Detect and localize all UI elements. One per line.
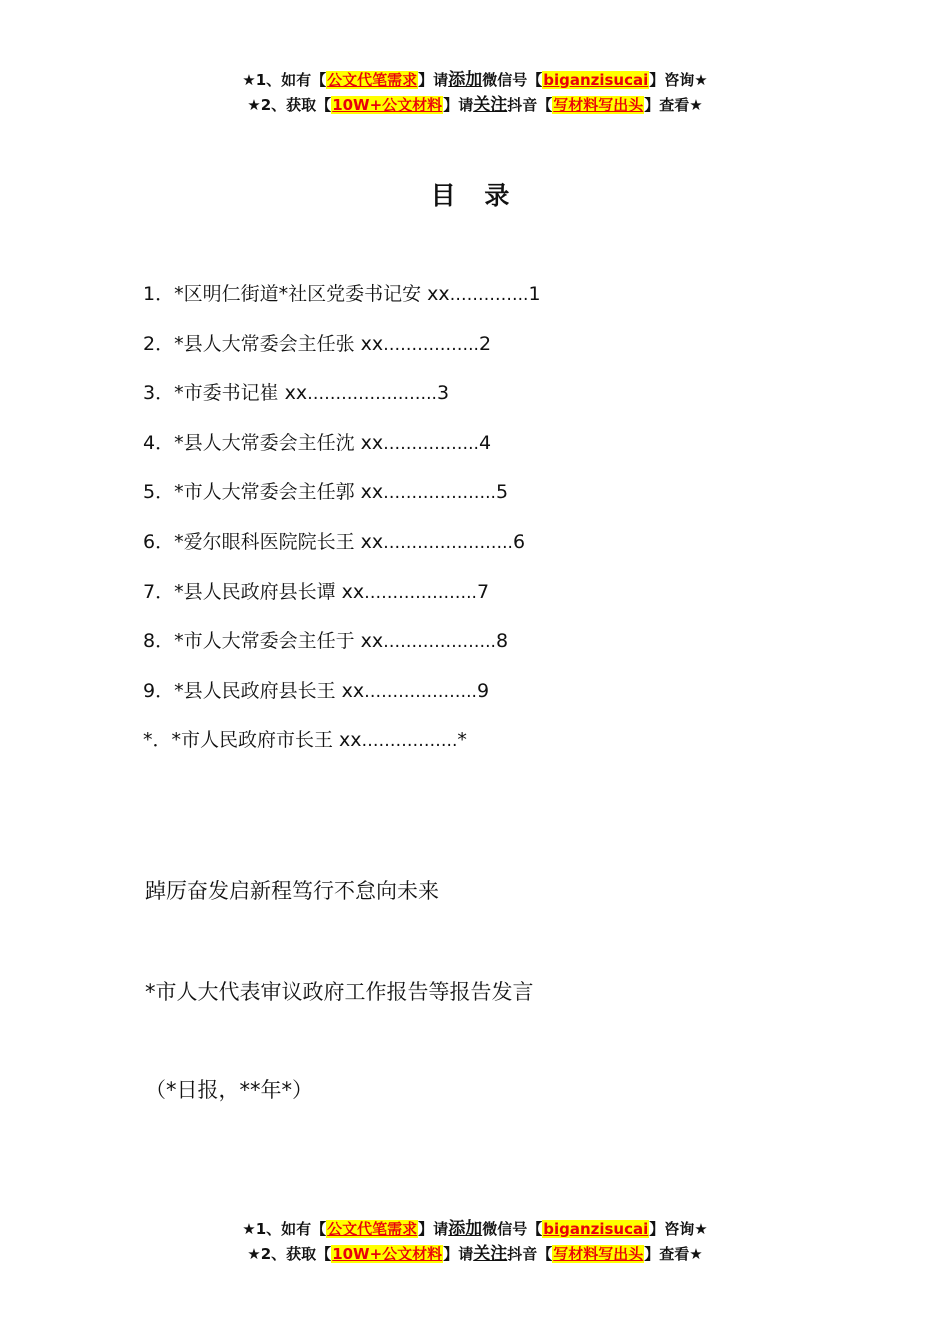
toc-item-leader: ……………….. (364, 681, 477, 702)
toc-item-leader: …………….. (383, 433, 479, 454)
toc-item-leader: ………………….. (383, 532, 513, 553)
toc-item-leader: ………….. (449, 285, 529, 305)
toc-item-number: *． (143, 729, 172, 752)
toc-item[interactable] (143, 427, 541, 477)
banner-text: ★1、如有【 (242, 71, 327, 89)
banner-text: ★2、获取【 (247, 96, 332, 114)
banner-text: 抖音【 (507, 1245, 553, 1263)
banner-text: 】请 (443, 96, 474, 114)
banner-highlight: 写材料写出头 (553, 1245, 644, 1263)
toc-item-text: *市委书记崔 xx (174, 382, 308, 405)
toc-item-page: 6 (512, 530, 526, 553)
banner-highlight: 写材料写出头 (553, 96, 644, 114)
toc-item-number: 8． (143, 630, 175, 653)
header-banner (0, 68, 950, 118)
toc-item-text: *县人民政府县长王 xx (174, 679, 365, 702)
header-banner-line-1 (0, 68, 950, 93)
article-source: （*日报，**年*） (145, 1078, 313, 1102)
toc-item-number: 6． (143, 530, 175, 553)
toc-item[interactable] (143, 526, 541, 576)
banner-highlight: 公文代笔需求 (327, 71, 418, 89)
toc-item-page: * (457, 729, 467, 752)
toc-item-page: 3 (436, 382, 450, 405)
toc-item[interactable] (143, 328, 541, 378)
toc-item-number: 9． (143, 679, 175, 702)
toc-item-page: 4 (478, 431, 492, 454)
toc-item-text: *区明仁街道*社区党委书记安 xx (174, 283, 450, 305)
header-banner-line-2 (0, 93, 950, 118)
toc-title: 目 录 (430, 181, 520, 210)
toc-item-text: *县人大常委会主任张 xx (174, 332, 384, 355)
toc-item-leader: ………………….. (307, 384, 437, 405)
toc-item-text: *县人民政府县长谭 xx (174, 580, 365, 603)
toc-item[interactable] (143, 377, 541, 427)
article-title: 踔厉奋发启新程笃行不怠向未来 (145, 879, 439, 903)
banner-highlight: 公文代笔需求 (327, 1220, 418, 1238)
banner-text: 】请 (443, 1245, 474, 1263)
toc-item[interactable] (143, 675, 541, 725)
toc-item-number: 5． (143, 481, 175, 504)
toc-item-text: *市人民政府市长王 xx (171, 729, 362, 752)
toc-item-number: 3． (143, 382, 175, 405)
banner-text: 】请 (418, 71, 449, 89)
banner-highlight: biganzisucai (543, 1220, 649, 1238)
banner-highlight: 10W+公文材料 (332, 1245, 443, 1263)
toc-item[interactable] (143, 278, 541, 328)
banner-highlight: 10W+公文材料 (332, 96, 443, 114)
banner-text: 微信号【 (482, 1220, 543, 1238)
toc-item[interactable] (143, 724, 541, 774)
banner-text: 】请 (418, 1220, 449, 1238)
footer-banner (0, 1217, 950, 1267)
toc-item-leader: …………….. (383, 334, 479, 355)
toc-item-text: *县人大常委会主任沈 xx (174, 431, 384, 454)
banner-emphasis: 添加 (448, 70, 483, 90)
toc-item[interactable] (143, 625, 541, 675)
table-of-contents (143, 278, 541, 774)
toc-item-page: 5 (495, 481, 509, 504)
toc-item-page: 7 (476, 580, 490, 603)
banner-emphasis: 关注 (473, 1244, 508, 1264)
toc-item-text: *市人大常委会主任于 xx (174, 630, 384, 653)
toc-item-number: 2． (143, 332, 175, 355)
banner-text: 】咨询★ (649, 71, 708, 89)
toc-item[interactable] (143, 476, 541, 526)
banner-text: 】查看★ (644, 96, 703, 114)
banner-text: 抖音【 (507, 96, 553, 114)
banner-text: 微信号【 (482, 71, 543, 89)
banner-text: ★2、获取【 (247, 1245, 332, 1263)
toc-item-leader: ……………….. (383, 483, 496, 504)
banner-highlight: biganzisucai (543, 71, 649, 89)
toc-item-leader: …………….. (361, 731, 458, 752)
banner-emphasis: 关注 (473, 95, 508, 115)
toc-item-page: 8 (495, 630, 509, 653)
banner-text: 】查看★ (644, 1245, 703, 1263)
toc-item-page: 9 (476, 679, 490, 702)
toc-item-number: 1． (143, 283, 175, 305)
toc-item-leader: ……………….. (364, 582, 477, 603)
toc-item-number: 4． (143, 431, 175, 454)
banner-emphasis: 添加 (448, 1219, 483, 1239)
toc-item-number: 7． (143, 580, 175, 603)
toc-item-page: 1 (528, 283, 541, 305)
toc-item-text: *市人大常委会主任郭 xx (174, 481, 384, 504)
footer-banner-line-2 (0, 1242, 950, 1267)
toc-item[interactable] (143, 576, 541, 626)
article-subtitle: *市人大代表审议政府工作报告等报告发言 (145, 980, 534, 1004)
toc-item-text: *爱尔眼科医院院长王 xx (174, 530, 384, 553)
banner-text: 】咨询★ (649, 1220, 708, 1238)
toc-item-leader: ……………….. (383, 632, 496, 653)
toc-item-page: 2 (478, 332, 492, 355)
footer-banner-line-1 (0, 1217, 950, 1242)
banner-text: ★1、如有【 (242, 1220, 327, 1238)
